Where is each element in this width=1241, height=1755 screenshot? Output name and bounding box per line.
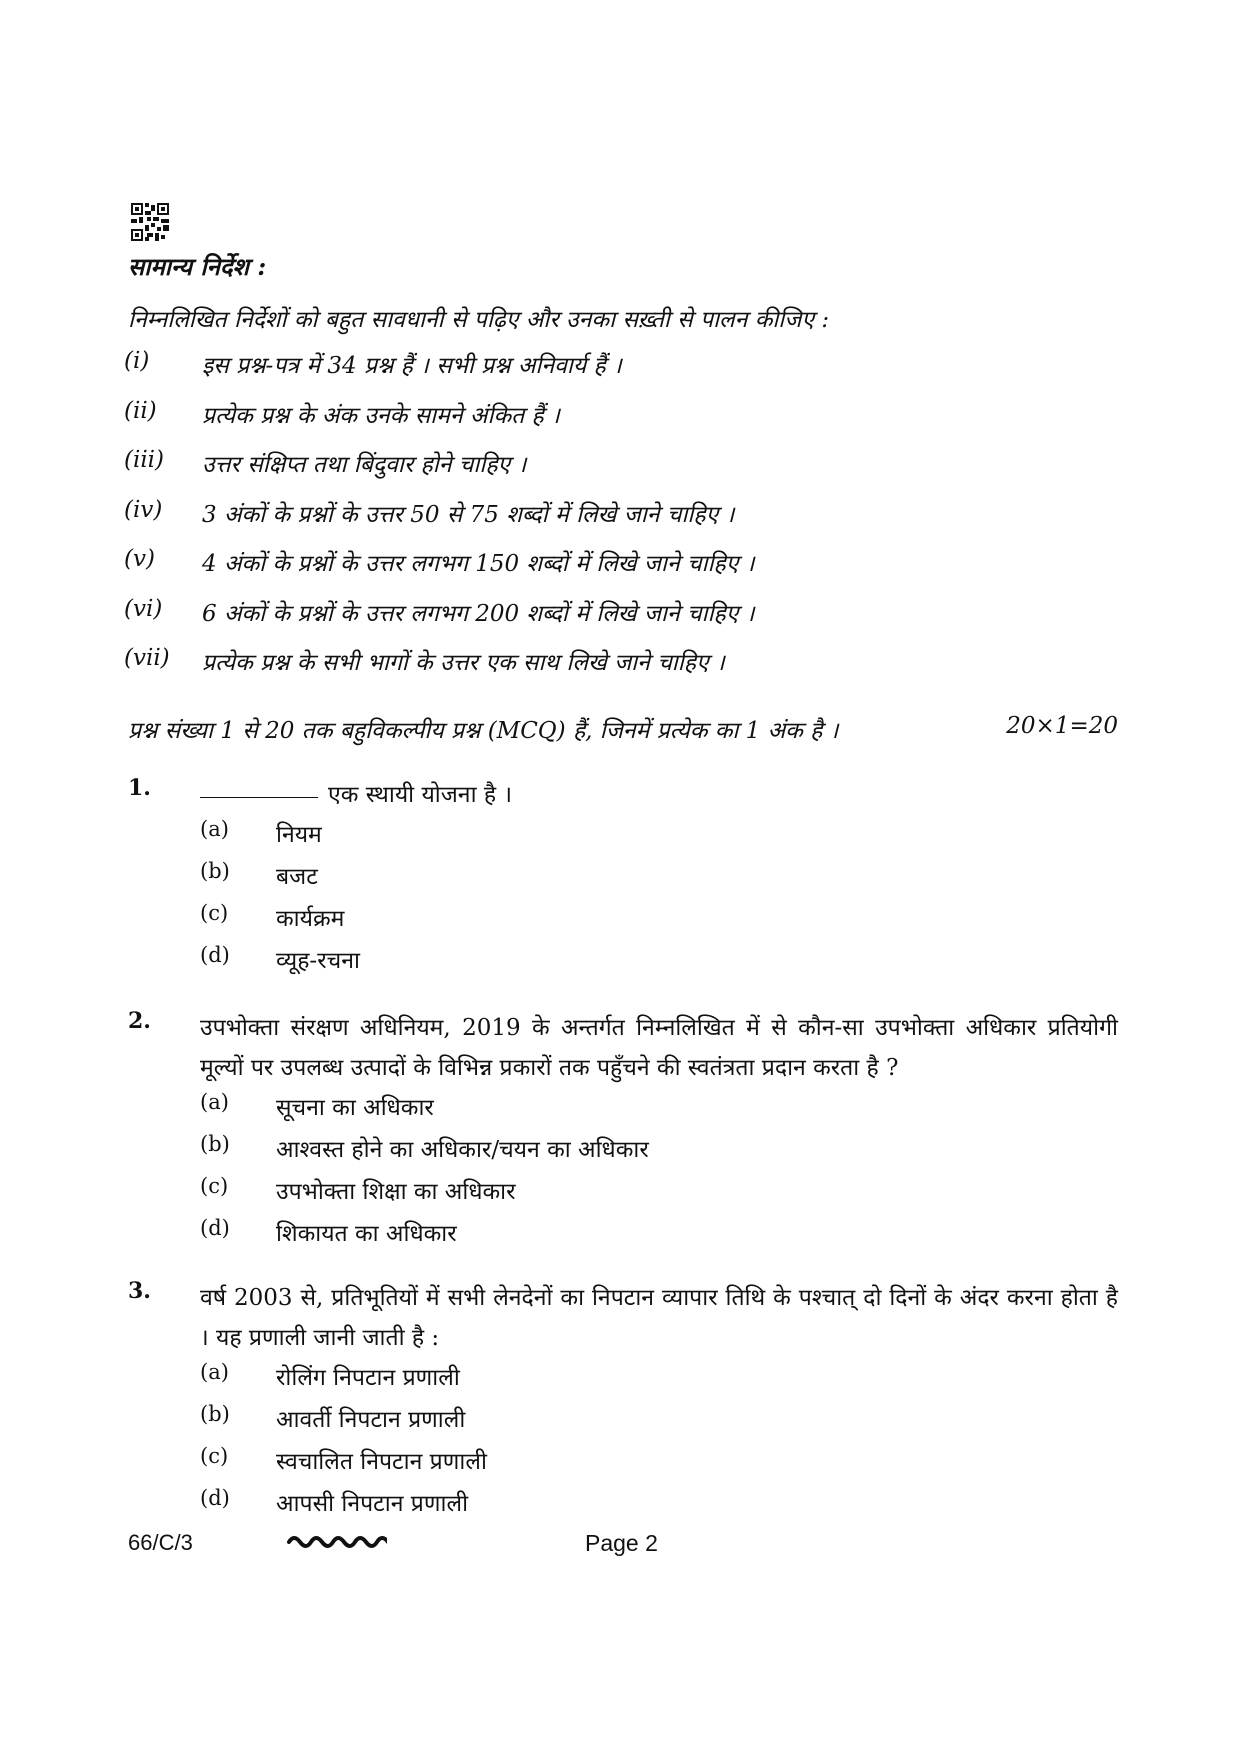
option-text: आश्वस्त होने का अधिकार/चयन का अधिकार [276, 1137, 649, 1163]
option-text: आपसी निपटान प्रणाली [276, 1491, 469, 1517]
option-label: (c) [200, 1174, 229, 1198]
option-label: (b) [200, 1132, 230, 1156]
instruction-text: 4 अंकों के प्रश्नों के उत्तर लगभग 150 शब्दों में लिखे जाने चाहिए । [202, 551, 755, 577]
option-text: सूचना का अधिकार [276, 1095, 434, 1121]
option-text: रोलिंग निपटान प्रणाली [276, 1365, 460, 1391]
instruction-text: प्रत्येक प्रश्न के सभी भागों के उत्तर एक साथ लिखे जाने चाहिए । [202, 650, 725, 676]
question-number: 3. [128, 1278, 151, 1304]
section-marks: 20×1=20 [1006, 713, 1118, 739]
instruction-item [124, 348, 1124, 398]
instruction-number: (iv) [124, 496, 163, 523]
option-label: (d) [200, 1216, 230, 1240]
option-text: नियम [276, 822, 322, 848]
option-text: कार्यक्रम [276, 906, 345, 932]
instruction-number: (vii) [124, 645, 170, 671]
instruction-item [124, 497, 1124, 547]
option-text: आवर्ती निपटान प्रणाली [276, 1407, 466, 1433]
question-text-block [200, 775, 1118, 815]
instruction-text: इस प्रश्न-पत्र में 34 प्रश्न हैं । सभी प्रश्न अनिवार्य हैं । [202, 353, 622, 379]
instruction-item [124, 596, 1124, 646]
question-text: उपभोक्ता संरक्षण अधिनियम, 2019 के अन्तर्गत निम्नलिखित में से कौन-सा उपभोक्ता अधिकार प्रतियोगी मूल्यों पर उपलब्ध उत्पादों के विभिन्न प्रकारों तक पहुँचने की स्वतंत्रता प्रदान करता है ? [200, 1015, 1118, 1081]
option-label: (b) [200, 1402, 230, 1426]
tilde-ornament-icon [287, 1528, 387, 1552]
instruction-text: 3 अंकों के प्रश्नों के उत्तर 50 से 75 शब्दों में लिखे जाने चाहिए । [202, 501, 735, 528]
option-label: (a) [200, 1360, 229, 1384]
instruction-text: 6 अंकों के प्रश्नों के उत्तर लगभग 200 शब्दों में लिखे जाने चाहिए । [202, 600, 755, 627]
question-number: 1. [128, 775, 151, 801]
option-label: (a) [200, 817, 229, 841]
option-text: बजट [276, 864, 318, 890]
option-text: शिकायत का अधिकार [276, 1221, 457, 1247]
instruction-number: (v) [124, 546, 155, 572]
option-label: (a) [200, 1090, 229, 1114]
fill-blank-line [200, 797, 318, 798]
page-footer [0, 1530, 1241, 1570]
instruction-item [124, 546, 1124, 596]
question-text: वर्ष 2003 से, प्रतिभूतियों में सभी लेनदेनों का निपटान व्यापार तिथि के पश्चात् दो दिनों के अंदर करना होता है । यह प्रणाली जानी जाती है : [200, 1285, 1118, 1351]
question-number: 2. [128, 1008, 151, 1034]
option-label: (c) [200, 901, 229, 925]
page-number: Page 2 [585, 1530, 658, 1556]
mcq-section-text: प्रश्न संख्या 1 से 20 तक बहुविकल्पीय प्रश्न (MCQ) हैं, जिनमें प्रत्येक का 1 अंक है । [128, 718, 839, 744]
instruction-number: (i) [124, 348, 150, 374]
instruction-text: उत्तर संक्षिप्त तथा बिंदुवार होने चाहिए । [202, 452, 527, 478]
option-text: उपभोक्ता शिक्षा का अधिकार [276, 1179, 516, 1205]
instruction-item [124, 447, 1124, 497]
instruction-number: (vi) [124, 595, 163, 622]
option-label: (d) [200, 1486, 230, 1510]
instruction-number: (ii) [124, 397, 157, 424]
option-label: (d) [200, 943, 230, 967]
mcq-section-header [128, 713, 1118, 745]
option-label: (b) [200, 859, 230, 883]
instruction-number: (iii) [124, 447, 165, 473]
instruction-item [124, 645, 1124, 695]
option-label: (c) [200, 1444, 229, 1468]
instructions-intro: निम्नलिखित निर्देशों को बहुत सावधानी से पढ़िए और उनका सख़्ती से पालन कीजिए : [128, 307, 830, 333]
instruction-item [124, 398, 1124, 448]
instructions-list [124, 348, 1124, 695]
paper-code: 66/C/3 [128, 1530, 193, 1555]
qr-code-icon [131, 203, 169, 241]
question-text: एक स्थायी योजना है । [328, 782, 513, 808]
option-text: स्वचालित निपटान प्रणाली [276, 1449, 487, 1475]
option-text: व्यूह-रचना [276, 948, 360, 974]
general-instructions-title: सामान्य निर्देश : [128, 252, 267, 281]
instruction-text: प्रत्येक प्रश्न के अंक उनके सामने अंकित हैं । [202, 402, 560, 429]
